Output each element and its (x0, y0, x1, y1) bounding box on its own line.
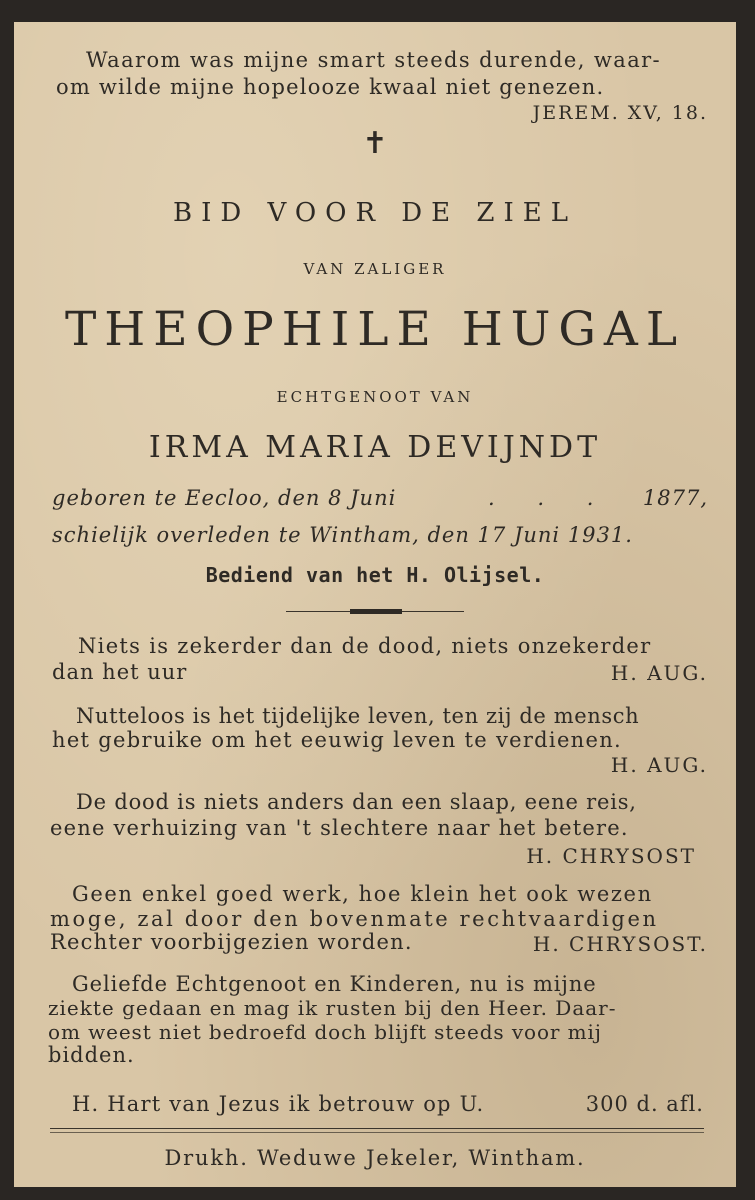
verse-5-line-4: bidden. (48, 1043, 135, 1067)
verse-5-line-3: om weest niet bedroefd doch blijft steeds voor mij (48, 1020, 602, 1044)
bottom-rule-1 (50, 1128, 704, 1129)
printer-imprint: Drukh. Weduwe Jekeler, Wintham. (164, 1146, 586, 1170)
verse-3-source: H. CHRYSOST (526, 844, 696, 868)
sacred-heart-prayer: H. Hart van Jezus ik betrouw op U. (72, 1092, 485, 1116)
divider-ornament (350, 609, 402, 614)
van-zaliger: VAN ZALIGER (303, 260, 447, 278)
sacrament: Bediend van het H. Olijsel. (205, 563, 545, 587)
quote-line-1: Waarom was mijne smart steeds durende, waar- (86, 48, 662, 72)
quote-reference: JEREM. XV, 18. (532, 102, 708, 124)
verse-4-line-1: Geen enkel goed werk, hoe klein het ook wezen (72, 882, 653, 906)
memorial-card (14, 22, 736, 1187)
indulgence: 300 d. afl. (585, 1092, 704, 1116)
verse-4-line-2: moge, zal door den bovenmate rechtvaardigen (50, 907, 659, 931)
verse-2-line-1: Nutteloos is het tijdelijke leven, ten zij de mensch (76, 704, 640, 728)
verse-2-source: H. AUG. (610, 753, 708, 777)
verse-5-line-2: ziekte gedaan en mag ik rusten bij den Heer. Daar- (48, 996, 617, 1020)
deceased-name: THEOPHILE HUGAL (64, 302, 686, 357)
verse-5-line-1: Geliefde Echtgenoot en Kinderen, nu is mijne (72, 972, 597, 996)
pray-heading: BID VOOR DE ZIEL (173, 198, 577, 228)
birth-dots: . . . (488, 486, 612, 510)
verse-2-line-2: het gebruike om het eeuwig leven te verdienen. (52, 728, 623, 752)
verse-1-source: H. AUG. (610, 661, 708, 685)
verse-4-source: H. CHRYSOST. (532, 932, 708, 956)
verse-3-line-1: De dood is niets anders dan een slaap, eene reis, (76, 790, 637, 814)
verse-1-line-2: dan het uur (52, 660, 188, 684)
verse-1-line-1: Niets is zekerder dan de dood, niets onzekerder (78, 634, 652, 658)
birth-text: geboren te Eecloo, den 8 Juni (52, 486, 397, 510)
birth-year: 1877, (642, 486, 708, 510)
bottom-rule-2 (50, 1132, 704, 1133)
verse-3-line-2: eene verhuizing van 't slechtere naar het betere. (50, 816, 629, 840)
echtgenoot-van: ECHTGENOOT VAN (276, 388, 474, 406)
cross-icon: ✝ (362, 126, 388, 161)
death-text: schielijk overleden te Wintham, den 17 Juni 1931. (52, 523, 633, 547)
spouse-name: IRMA MARIA DEVIJNDT (148, 430, 602, 465)
quote-line-2: om wilde mijne hopelooze kwaal niet genezen. (56, 75, 605, 99)
verse-4-line-3: Rechter voorbijgezien worden. (50, 930, 413, 954)
